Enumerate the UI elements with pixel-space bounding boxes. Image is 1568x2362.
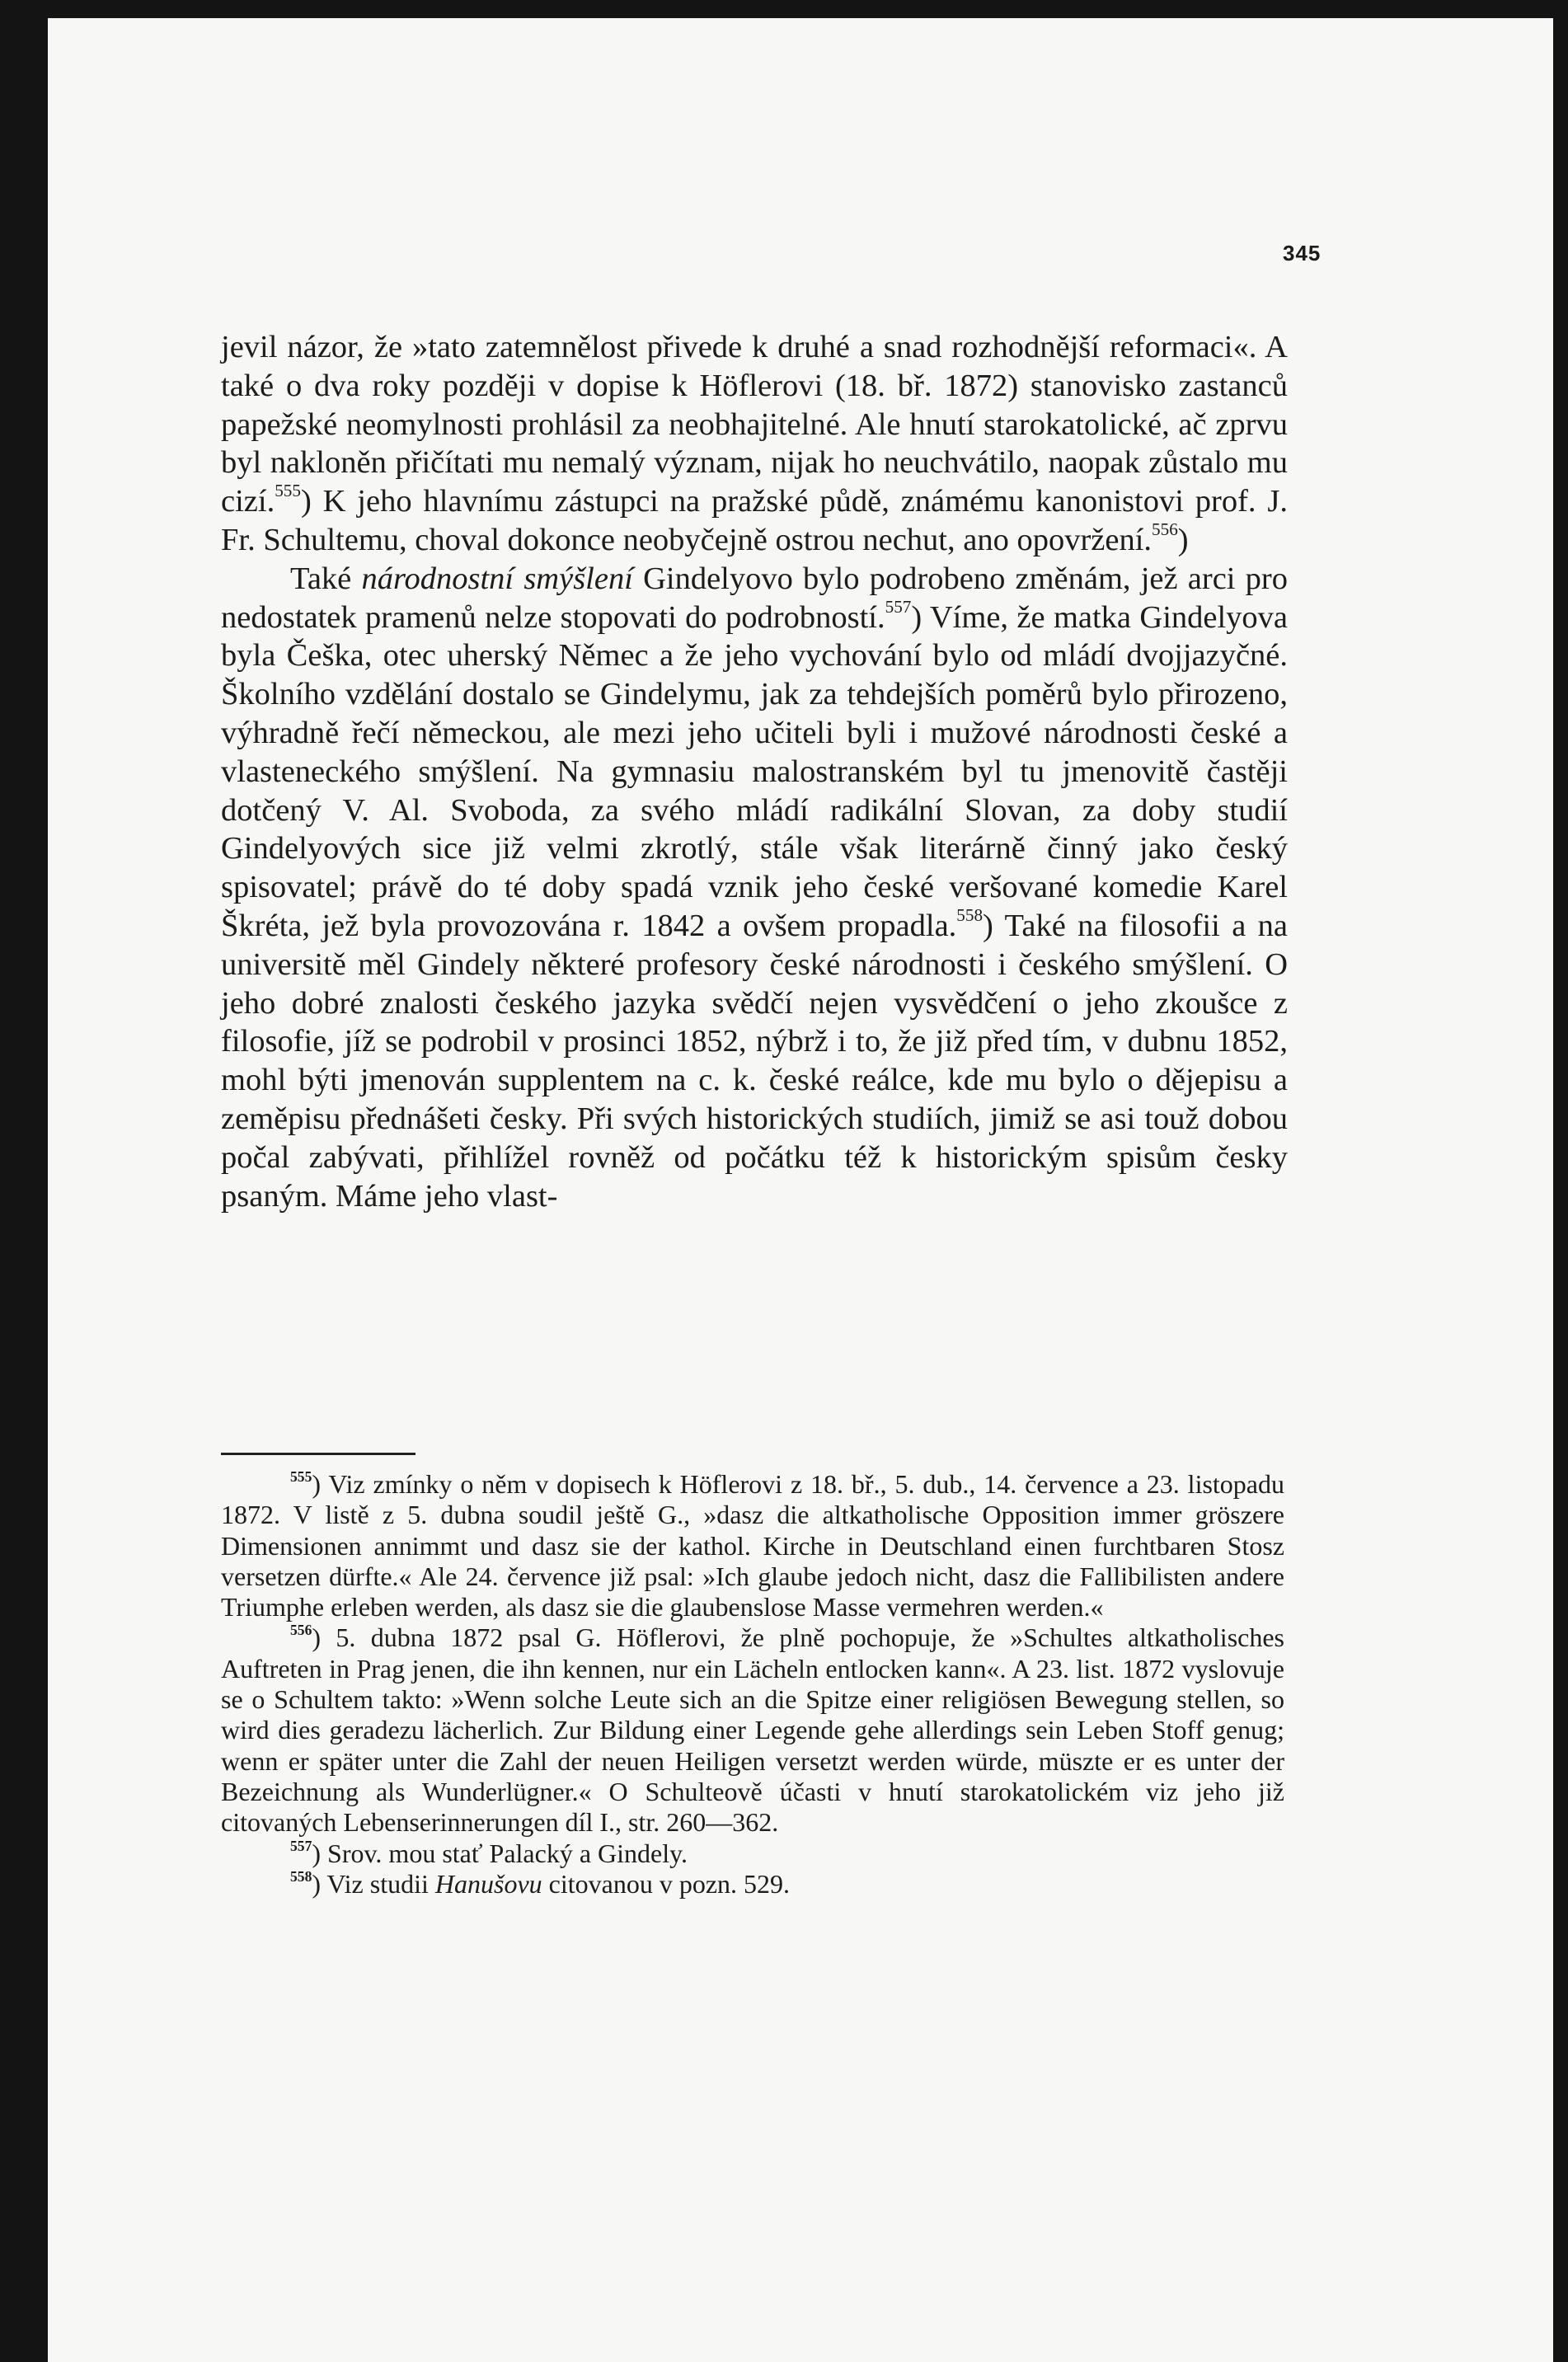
text-run: jevil názor, že »tato zatemnělost přivede k druhé a snad rozhodnější reformaci«. A také o dva roky později v dopise k Höflerovi (18. bř. 1872) stanovisko zastanců papežské neomylnosti prohlásil za neobhajitelné. Ale hnutí starokatolické, ač zprvu byl nakloněn přičítati mu nemalý význam, nijak ho neuchvátilo, naopak zůstalo mu cizí. [221,330,1288,519]
text-run: Srov. mou stať Palacký a Gindely. [321,1838,688,1868]
footnote-reference: 556 [1152,519,1178,539]
footnote-555 [221,1469,1284,1622]
text-run: ) [1177,522,1189,557]
emphasized-text: národnostní smýšlení [361,561,633,596]
footnote-reference: 558 [956,904,984,925]
footnote-mark-paren: ) [312,1838,322,1868]
footnote-557 [221,1838,1284,1869]
emphasized-text: Hanušovu [434,1868,542,1899]
text-run: Viz studii [321,1868,435,1899]
paragraph-2 [221,560,1288,1216]
footnote-separator [221,1453,415,1455]
footnote-mark-paren: ) [312,1622,322,1653]
text-run: ) Víme, že matka Gindelyova byla Češka, otec uherský Němec a že jeho vychování bylo od mládí dvojjazyčné. Školního vzdělání dostalo se Gindelymu, jak za tehdejších poměrů bylo přirozeno, výhradně řečí německou, ale mezi jeho učiteli byli i mužové národnosti české a vlasteneckého smýšlení. Na gymnasiu malostranském byl tu jmenovitě častěji dotčený V. Al. Svoboda, za svého mládí radikální Slovan, za doby studií Gindelyových sice již velmi zkrotlý, stále však literárně činný jako český spisovatel; právě do té doby spadá vznik jeho české veršované komedie Karel Škréta, jež byla provozována r. 1842 a ovšem propadla. [221,599,1289,943]
main-text [221,328,1288,1215]
footnote-mark: 555 [290,1467,312,1485]
text-run: Také [290,561,362,596]
text-run: citovanou v pozn. 529. [542,1868,791,1899]
footnote-mark-paren: ) [312,1469,322,1499]
footnote-556 [221,1622,1284,1838]
text-run: ) K jeho hlavnímu zástupci na pražské půdě, známému kanonistovi prof. J. Fr. Schultemu, choval dokonce neobyčejně ostrou nechut, ano opovržení. [221,484,1288,557]
footnote-558 [221,1869,1284,1899]
text-run: ) Také na filosofii a na universitě měl Gindely některé profesory české národnosti i českého smýšlení. O jeho dobré znalosti českého jazyka svědčí nejen vysvědčení o jeho zkoušce z filosofie, jíž se podrobil v prosinci 1852, nýbrž i to, že již před tím, v dubnu 1852, mohl býti jmenován supplentem na c. k. české reálce, kde mu bylo o dějepisu a zeměpisu přednášeti česky. Při svých historických studiích, jimiž se asi touž dobou počal zabývati, přihlížel rovněž od počátku též k historickým spisům česky psaným. Máme jeho vlast- [221,908,1289,1214]
text-run: 5. dubna 1872 psal G. Höflerovi, že plně pochopuje, že »Schultes altkatholisches Auftreten in Prag jenen, die ihn kennen, nur ein Lächeln entlocken kann«. A 23. list. 1872 vyslovuje se o Schultem takto: »Wenn solche Leute sich an die Spitze einer religiösen Bewegung stellen, so wird dies geradezu lächerlich. Zur Bildung einer Legende gehe allerdings sein Leben Stoff genug; wenn er später unter die Zahl der neuen Heiligen versetzt werden würde, müszte er es unter der Bezeichnung als Wunderlügner.« O Schulteově účasti v hnutí starokatolickém viz jeho již citovaných Lebenserinnerungen díl I., str. 260—362. [221,1622,1284,1838]
footnote-reference: 555 [275,481,301,501]
footnote-mark: 556 [290,1622,312,1639]
text-run: Viz zmínky o něm v dopisech k Höflerovi z 18. bř., 5. dub., 14. července a 23. listopadu 1872. V listě z 5. dubna soudil ještě G., »dasz die altkatholische Opposition immer gröszere Dimensionen annimmt und dasz sie der kathol. Kirche in Deutschland einen furchtbaren Stosz versetzen dürfte.« Ale 24. července již psal: »Ich glaube jedoch nicht, dasz die Fallibilisten andere Triumphe erleben werden, als dasz sie die glaubenslose Masse vermehren werden.« [221,1469,1284,1622]
text-run: Gindelyovo bylo podrobeno změnám, jež arci pro nedostatek pramenů nelze stopovati do podrobností. [221,561,1288,635]
paragraph-1 [221,328,1288,560]
footnote-mark-paren: ) [312,1868,322,1899]
footnotes [221,1469,1284,1899]
footnote-reference: 557 [885,596,912,617]
page-number: 345 [1283,241,1322,265]
book-page [48,18,1553,2362]
footnote-mark: 557 [290,1837,312,1854]
footnote-mark: 558 [290,1867,312,1885]
